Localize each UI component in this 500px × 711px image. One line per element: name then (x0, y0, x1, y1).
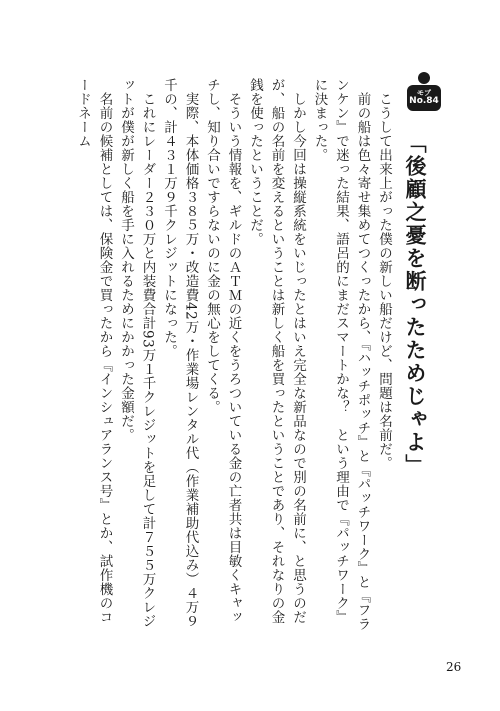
chapter-title: 「後顧之憂を断ったためじゃよ」 (403, 132, 427, 477)
badge-box (407, 85, 441, 111)
badge-pin-icon (418, 72, 430, 84)
paragraph: これにレーダー２３０万と内装費合計93万１千クレジットを足して計７５５万クレジットが僕が新しく船を手に入れるためにかかった金額だ。 (118, 78, 156, 629)
paragraph: しかし今回は操縦系統をいじったとはいえ完全な新品なので別の名前に、と思うのだが、船の名前を変えるということは新しく船を買ったということであり、それなりの金銭を使ったということだ。 (247, 78, 306, 624)
badge-kana: モブ (417, 89, 431, 97)
badge-number: No.84 (409, 96, 439, 106)
paragraph: そういう情報を、ギルドのＡＴＭの近くをうろついている金の亡者共は目敏くキャッチし、知り合いですらないのに金の無心をしてくる。 (204, 78, 242, 624)
page-number: 26 (446, 660, 462, 674)
body-text (75, 78, 394, 633)
paragraph: 実際、本体価格３８５万・改造費42万・作業場レンタル代（作業補助代込み）４万９千の、計４３１万９千クレジットになった。 (161, 78, 199, 629)
chapter-badge (407, 72, 441, 112)
paragraph: 前の船は色々寄せ集めてつくったから、『ハッチポッチ』と『パッチワーク』と『フランケン』で迷った結果、語呂的にまだスマートかな？ という理由で『パッチワーク』に決まった。 (311, 78, 371, 632)
paragraph: こうして出来上がった僕の新しい船だけど、問題は名前だ。 (376, 78, 392, 470)
paragraph: 名前の候補としては、保険金で買ったから『インシュアランス号』とか、試作機のコードネーム (75, 78, 113, 624)
